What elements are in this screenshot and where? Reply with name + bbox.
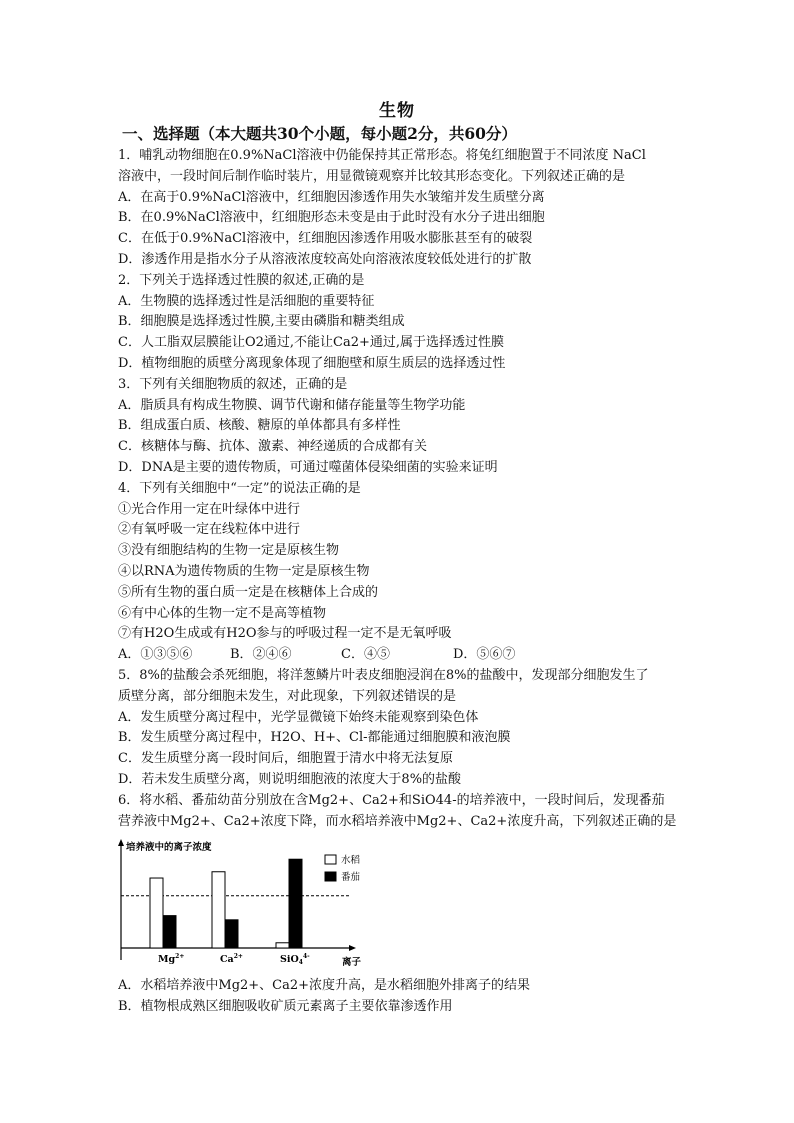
bar-group: [150, 859, 302, 948]
text-line: 6．将水稻、番茄幼苗分别放在含Mg2+、Ca2+和SiO44-的培养液中，一段时间后，发现番茄: [118, 792, 665, 808]
text-line: 4．下列有关细胞中“一定”的说法正确的是: [118, 480, 361, 496]
legend-label-tomato: 番茄: [341, 872, 361, 883]
x-tick-label: SiO$_4^{4-}$: [280, 953, 310, 966]
text-line: B．发生质壁分离过程中，H2O、H+、Cl-都能通过细胞膜和液泡膜: [118, 730, 511, 746]
text-line: C．发生质壁分离一段时间后，细胞置于清水中将无法复原: [118, 751, 453, 767]
text-line: ⑦有H2O生成或有H2O参与的呼吸过程一定不是无氧呼吸: [118, 626, 452, 642]
page-title: 生物: [379, 101, 415, 121]
y-axis-arrow: [118, 839, 124, 846]
q4-options: [118, 645, 688, 666]
x-tick-labels: [158, 953, 310, 966]
option-c: C．④⑤: [341, 647, 390, 663]
text-line: D．若未发生质壁分离，则说明细胞液的浓度大于8%的盐酸: [118, 771, 462, 787]
text-line: ③没有细胞结构的生物一定是原核生物: [118, 543, 340, 559]
text-line: ④以RNA为遗传物质的生物一定是原核生物: [118, 563, 370, 579]
bar-tomato-2: [289, 859, 302, 948]
x-tick-label: $Ca^{2+}$: [220, 953, 243, 965]
x-axis-arrow: [349, 945, 356, 951]
ion-concentration-chart: [114, 838, 364, 970]
text-line: B．在0.9%NaCl溶液中，红细胞形态未变是由于此时没有水分子进出细胞: [118, 210, 545, 226]
x-tick-label: $Mg^{2+}$: [158, 953, 185, 965]
bar-tomato-1: [225, 920, 238, 948]
legend-swatch-rice: [325, 855, 336, 864]
text-line: C．人工脂双层膜能让O2通过,不能让Ca2+通过,属于选择透过性膜: [118, 335, 505, 351]
text-line: ⑥有中心体的生物一定不是高等植物: [118, 605, 327, 621]
text-line: ⑤所有生物的蛋白质一定是在核糖体上合成的: [118, 584, 379, 600]
x-axis-label: 离子: [342, 957, 362, 968]
text-line: A．脂质具有构成生物膜、调节代谢和储存能量等生物学功能: [118, 397, 466, 413]
text-line: A．生物膜的选择透过性是活细胞的重要特征: [118, 293, 375, 309]
chart-title: 培养液中的离子浓度: [126, 842, 212, 853]
text-line: ①光合作用一定在叶绿体中进行: [118, 501, 301, 517]
text-line: D．渗透作用是指水分子从溶液浓度较高处向溶液浓度较低处进行的扩散: [118, 251, 532, 267]
text-line: 质壁分离，部分细胞未发生，对此现象，下列叙述错误的是: [118, 688, 457, 704]
text-line: 3．下列有关细胞物质的叙述，正确的是: [118, 376, 348, 392]
text-line: D．DNA是主要的遗传物质，可通过噬菌体侵染细菌的实验来证明: [118, 459, 498, 475]
question-6-options: [118, 976, 688, 1018]
bar-tomato-0: [163, 916, 176, 948]
text-line: 5．8%的盐酸会杀死细胞，将洋葱鳞片叶表皮细胞浸润在8%的盐酸中，发现部分细胞发生了: [118, 667, 649, 683]
text-line: 2．下列关于选择透过性膜的叙述,正确的是: [118, 272, 365, 288]
bar-rice-2: [276, 943, 289, 948]
text-line: C．在低于0.9%NaCl溶液中，红细胞因渗透作用吸水膨胀甚至有的破裂: [118, 231, 533, 247]
text-line: 溶液中，一段时间后制作临时装片，用显微镜观察并比较其形态变化。下列叙述正确的是: [118, 168, 626, 184]
text-line: 1．哺乳动物细胞在0.9%NaCl溶液中仍能保持其正常形态。将兔红细胞置于不同浓度 NaCl: [118, 148, 646, 163]
option-d: D．⑤⑥⑦: [453, 647, 516, 663]
bar-rice-0: [150, 878, 163, 948]
text-line: ②有氧呼吸一定在线粒体中进行: [118, 522, 301, 538]
bar-rice-1: [212, 872, 225, 948]
text-line: 营养液中Mg2+、Ca2+浓度下降，而水稻培养液中Mg2+、Ca2+浓度升高，下列叙述正确的是: [118, 813, 677, 829]
text-line: A．发生质壁分离过程中，光学显微镜下始终未能观察到染色体: [118, 709, 479, 725]
legend-swatch-tomato: [325, 872, 336, 881]
option-b: B．②④⑥: [230, 647, 292, 663]
section-heading: 一、选择题（本大题共30个小题，每小题2分，共60分）: [122, 124, 517, 143]
question-body: [118, 146, 688, 832]
legend-label-rice: 水稻: [341, 855, 361, 866]
text-line: B．组成蛋白质、核酸、糖原的单体都具有多样性: [118, 418, 401, 434]
text-line: C．核糖体与酶、抗体、激素、神经递质的合成都有关: [118, 439, 427, 455]
text-line: B．植物根成熟区细胞吸收矿质元素离子主要依靠渗透作用: [118, 998, 453, 1014]
text-line: B．细胞膜是选择透过性膜,主要由磷脂和糖类组成: [118, 314, 405, 330]
text-line: A．水稻培养液中Mg2+、Ca2+浓度升高，是水稻细胞外排离子的结果: [118, 978, 531, 993]
option-a: A．①③⑤⑥: [118, 647, 193, 663]
text-line: D．植物细胞的质壁分离现象体现了细胞壁和原生质层的选择透过性: [118, 355, 506, 371]
text-line: A．在高于0.9%NaCl溶液中，红细胞因渗透作用失水皱缩并发生质壁分离: [118, 189, 545, 205]
